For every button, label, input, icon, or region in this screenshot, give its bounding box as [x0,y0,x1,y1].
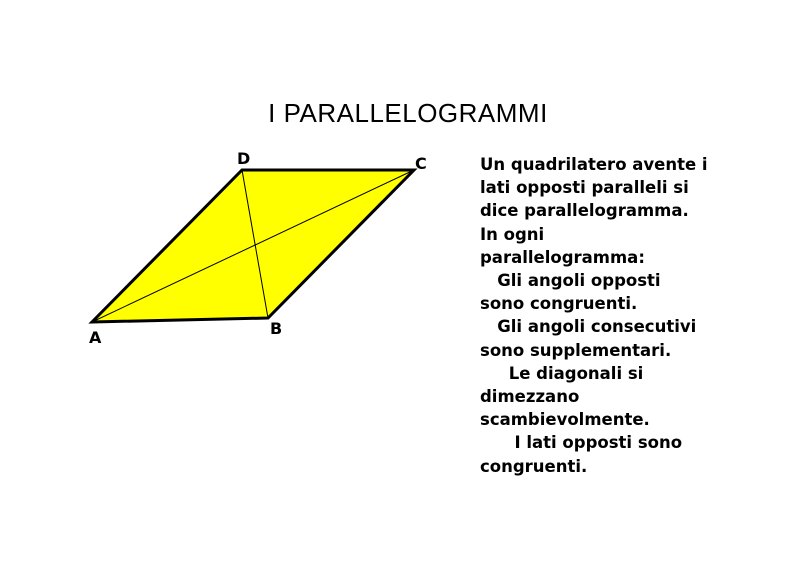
vertex-label-d: D [237,149,251,168]
definition-text [480,153,780,478]
definition-line: dice parallelogramma. [480,201,689,221]
page-title: I PARALLELOGRAMMI [268,98,548,128]
vertex-label-b: B [270,319,283,338]
definition-line: Un quadrilatero avente i [480,155,708,174]
property-line: dimezzano [480,387,580,407]
vertex-label-a: A [89,328,102,347]
property-line: sono supplementari. [480,340,672,360]
definition-line: In ogni [480,224,545,244]
property-line: scambievolmente. [480,410,650,430]
property-line: congruenti. [480,456,588,476]
property-line: Le diagonali si [480,363,644,383]
definition-line: parallelogramma: [480,247,645,267]
vertex-label-c: C [415,154,427,173]
property-line: I lati opposti sono [480,433,683,453]
property-line: Gli angoli opposti [480,271,661,291]
property-line: sono congruenti. [480,294,638,314]
property-line: Gli angoli consecutivi [480,317,697,337]
definition-line: lati opposti paralleli si [480,178,689,198]
